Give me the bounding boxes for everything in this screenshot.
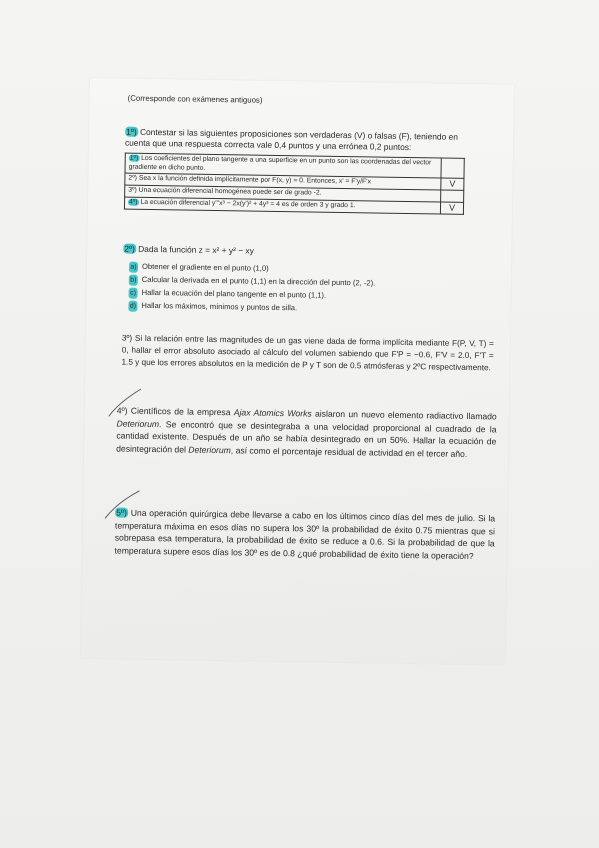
- question-3-number: 3º): [121, 333, 133, 343]
- question-1: [125, 127, 475, 154]
- statement-number: 1º): [129, 154, 139, 162]
- item-label: c): [129, 288, 138, 299]
- question-4-mid1: aislaron un nuevo elemento radiactivo llamado: [314, 408, 497, 422]
- question-5-text: Una operación quirúrgica debe llevarse a cabo en los últimos cinco días del mes de julio. Si la temperatura máxima en esos días no supera los 30º la probabilidad de éxito 0.75 mientras que si sobrepasa esa temperatura, la probabilidad de éxito se reduce a 0.6. Si la probabilidad de que la temperatura supere esos días los 30º es de 0.8 ¿qué probabilidad de éxito tiene la operación?: [114, 507, 496, 561]
- item-label: a): [129, 262, 138, 273]
- question-1-number: 1º): [126, 126, 137, 137]
- question-3: [121, 333, 494, 375]
- item-text: Hallar los máximos, mínimos y puntos de silla.: [141, 300, 298, 313]
- answer-cell: [441, 190, 464, 202]
- true-false-table: [124, 153, 465, 215]
- item-label: b): [129, 275, 138, 286]
- exam-sheet: [81, 78, 514, 665]
- answer-cell: V: [440, 202, 463, 214]
- question-5: [114, 506, 495, 562]
- statement-number: 2º): [128, 174, 138, 182]
- item-text: Calcular la derivada en el punto (1,1) en la dirección del punto (2, -2).: [141, 274, 376, 288]
- header-note: (Corresponde con exámenes antiguos): [127, 93, 263, 105]
- element-name: Deteriorum: [116, 418, 160, 429]
- question-4-mid2: . Se encontró que se desintegraba a una velocidad proporcional al cuadrado de la cantidad existente. Después de un año se había desintegrado en un 50%. Hallar la ecuación de desintegración del: [116, 418, 497, 455]
- question-4-post: , así como el porcentaje residual de actividad en el tercer año.: [230, 445, 468, 459]
- answer-cell: [441, 158, 464, 178]
- statement-text: Los coeficientes del plano tangente a una superficie en un punto son las coordenadas del vector gradiente en dicho punto.: [128, 154, 432, 172]
- statement-number: 3º): [128, 186, 137, 194]
- statement-text: Sea x la función definida implícitamente por F(x, y) = 0. Entonces, x' = F'y/F'x: [138, 174, 371, 186]
- item-label: d): [128, 301, 137, 312]
- answer-cell: V: [441, 178, 464, 190]
- item-text: Obtener el gradiente en el punto (1,0): [141, 261, 269, 273]
- question-1-text: Contestar si las siguientes proposiciones son verdaderas (V) o falsas (F), teniendo en cuenta que una respuesta correcta vale 0,4 puntos y una errónea 0,2 puntos:: [124, 126, 458, 153]
- element-name-2: Deteriorum: [188, 444, 231, 456]
- question-5-number: 5º): [116, 507, 128, 518]
- statement-text: La ecuación diferencial y'''x³ − 2x(y')² + 4y³ = 4 es de orden 3 y grado 1.: [140, 198, 356, 209]
- question-4: [116, 404, 497, 460]
- statement-text: Una ecuación diferencial homogénea puede ser de grado -2.: [138, 186, 322, 197]
- question-4-number: 4º): [116, 405, 128, 416]
- list-item: [128, 300, 375, 316]
- question-2-number: 2º): [124, 243, 135, 254]
- question-4-pre: Científicos de la empresa: [130, 405, 231, 418]
- question-2: [123, 244, 254, 257]
- company-name: Ajax Atomics Works: [233, 407, 312, 419]
- statement-number: 4º): [129, 198, 138, 206]
- question-2-text: Dada la función z = x² + y² − xy: [138, 243, 254, 256]
- question-3-text: Si la relación entre las magnitudes de un gas viene dada de forma implícita mediante F(P, V, T) = 0, hallar el error absoluto asociado al cálculo del volumen sabiendo que F'P = −0.6, F'V = 2.0, F'T = 1.5 y que los errores absolutos en la medición de P y T son de 0.5 atmósferas y 2ºC respectivamente.: [121, 333, 494, 373]
- question-2-items: [128, 261, 375, 317]
- item-text: Hallar la ecuación del plano tangente en el punto (1,1).: [141, 287, 327, 300]
